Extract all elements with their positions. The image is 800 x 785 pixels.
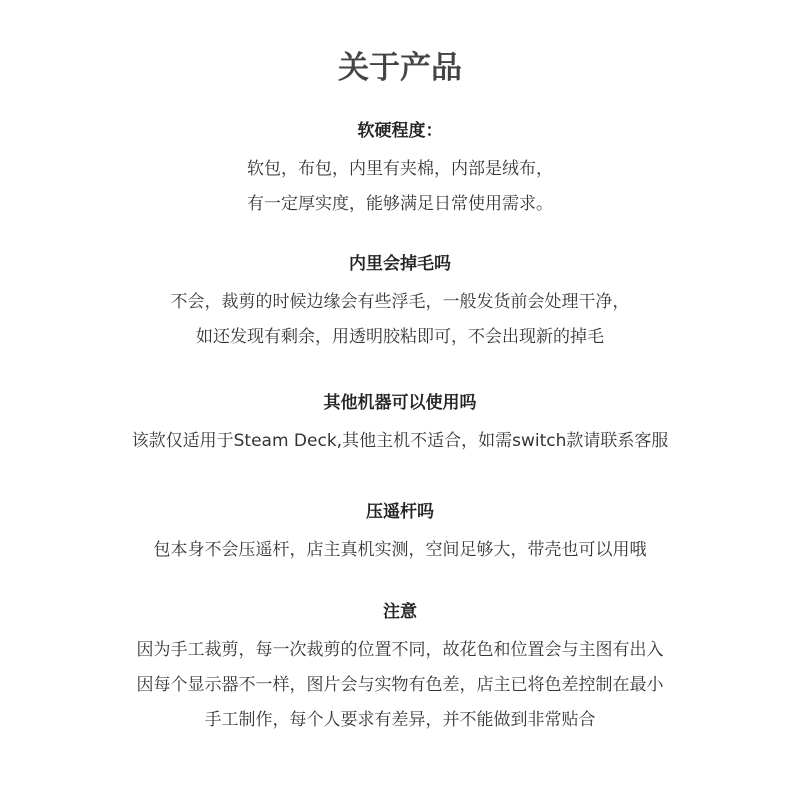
section-text-line: 手工制作，每个人要求有差异，并不能做到非常贴合 (204, 710, 596, 730)
section-heading: 其他机器可以使用吗 (323, 393, 477, 413)
section-text-line: 有一定厚实度，能够满足日常使用需求。 (247, 194, 553, 214)
section-heading: 注意 (383, 602, 417, 622)
section-lint (0, 252, 800, 355)
section-heading: 软硬程度： (357, 121, 443, 141)
section-text-line: 软包，布包，内里有夹棉，内部是绒布， (247, 159, 553, 179)
section-text-line: 包本身不会压遥杆，店主真机实测，空间足够大，带壳也可以用哦 (153, 540, 647, 560)
section-text-line: 该款仅适用于Steam Deck,其他主机不适合，如需switch款请联系客服 (131, 431, 669, 451)
section-compatibility (0, 391, 800, 459)
section-softness (0, 119, 800, 222)
section-joystick (0, 500, 800, 568)
section-text-line: 因每个显示器不一样，图片会与实物有色差，店主已将色差控制在最小 (136, 675, 664, 695)
section-text-line: 如还发现有剩余，用透明胶粘即可，不会出现新的掉毛 (196, 327, 604, 347)
section-notes (0, 600, 800, 738)
section-text-line: 因为手工裁剪，每一次裁剪的位置不同，故花色和位置会与主图有出入 (136, 640, 664, 660)
section-heading: 内里会掉毛吗 (349, 254, 451, 274)
section-text-line: 不会，裁剪的时候边缘会有些浮毛，一般发货前会处理干净， (170, 292, 630, 312)
page-title: 关于产品 (338, 50, 462, 86)
section-heading: 压遥杆吗 (366, 502, 434, 522)
